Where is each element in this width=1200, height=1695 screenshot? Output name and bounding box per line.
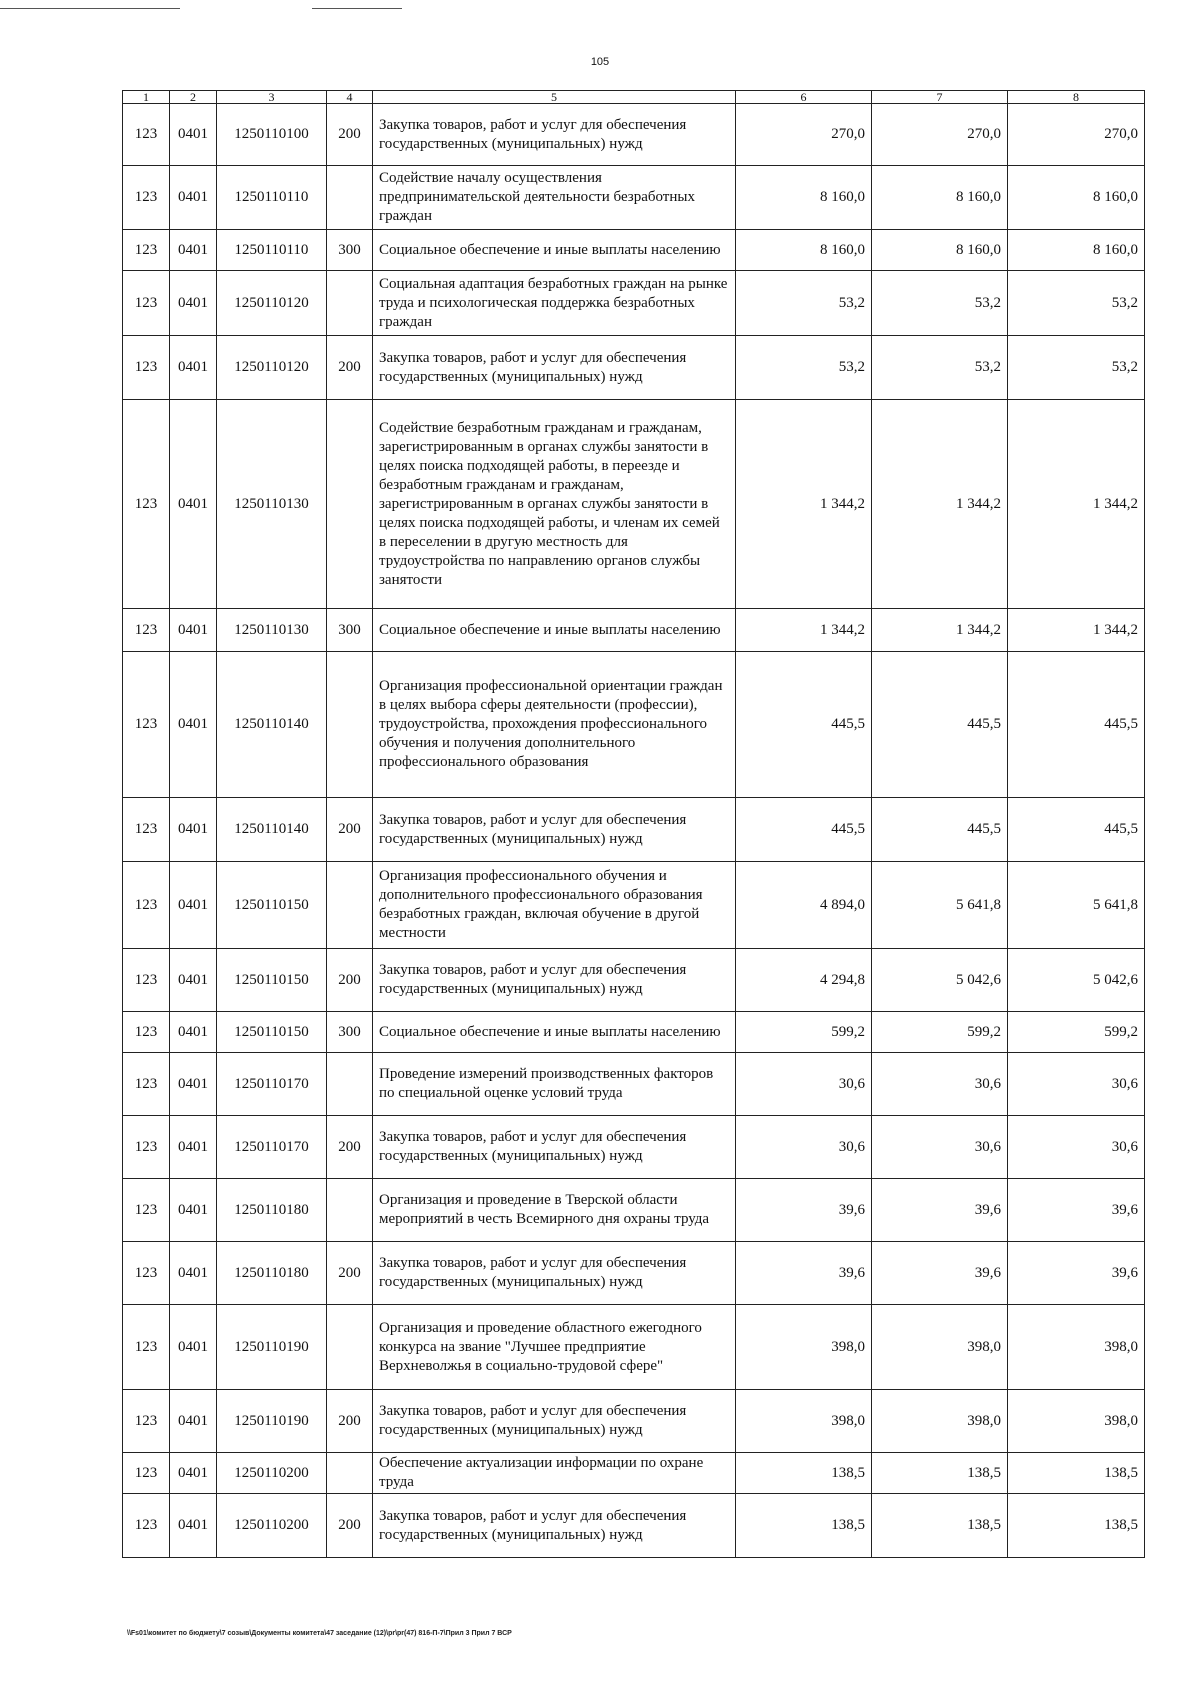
amount-cell-col6: 1 344,2 [736, 609, 872, 652]
table-row [123, 862, 1145, 949]
expense-type-cell [327, 166, 373, 230]
footer-file-path: \\Fs01\комитет по бюджету\7 созыв\Документы комитета\47 заседание (12)\pr\pr(47) 816-П-7\Прил 3 Прил 7 ВСР [127, 1630, 512, 1637]
column-header: 2 [170, 91, 217, 104]
table-row [123, 1242, 1145, 1305]
target-article-cell: 1250110130 [217, 609, 327, 652]
table-row [123, 271, 1145, 336]
section-code-cell: 0401 [170, 1179, 217, 1242]
column-header: 8 [1008, 91, 1145, 104]
expense-type-cell: 200 [327, 104, 373, 166]
expense-type-cell [327, 862, 373, 949]
description-cell: Содействие безработным гражданам и гражданам, зарегистрированным в органах службы занятости в целях поиска подходящей работы, в переезде и безработным гражданам и гражданам, зарегистрированным в органах службы занятости в целях поиска подходящей работы, и членам их семей в переселении в другую местность для трудоустройства по направлению органов службы занятости [373, 400, 736, 609]
admin-code-cell: 123 [123, 1242, 170, 1305]
amount-cell-col6: 138,5 [736, 1453, 872, 1494]
amount-cell-col6: 445,5 [736, 798, 872, 862]
target-article-cell: 1250110180 [217, 1179, 327, 1242]
target-article-cell: 1250110140 [217, 798, 327, 862]
expense-type-cell [327, 1453, 373, 1494]
target-article-cell: 1250110120 [217, 271, 327, 336]
scan-artifact-line [0, 8, 180, 9]
admin-code-cell: 123 [123, 798, 170, 862]
amount-cell-col8: 39,6 [1008, 1242, 1145, 1305]
target-article-cell: 1250110130 [217, 400, 327, 609]
table-row [123, 166, 1145, 230]
admin-code-cell: 123 [123, 400, 170, 609]
amount-cell-col8: 8 160,0 [1008, 166, 1145, 230]
target-article-cell: 1250110190 [217, 1305, 327, 1390]
description-cell: Содействие началу осуществления предпринимательской деятельности безработных граждан [373, 166, 736, 230]
section-code-cell: 0401 [170, 400, 217, 609]
amount-cell-col7: 30,6 [872, 1053, 1008, 1116]
description-cell: Организация и проведение областного ежегодного конкурса на звание "Лучшее предприятие Верхневолжья в социально-трудовой сфере" [373, 1305, 736, 1390]
table-row [123, 1012, 1145, 1053]
table-row [123, 609, 1145, 652]
target-article-cell: 1250110170 [217, 1116, 327, 1179]
amount-cell-col6: 4 894,0 [736, 862, 872, 949]
amount-cell-col7: 8 160,0 [872, 230, 1008, 271]
table-row [123, 1453, 1145, 1494]
target-article-cell: 1250110200 [217, 1494, 327, 1558]
amount-cell-col7: 30,6 [872, 1116, 1008, 1179]
column-header: 7 [872, 91, 1008, 104]
amount-cell-col7: 5 042,6 [872, 949, 1008, 1012]
amount-cell-col7: 39,6 [872, 1242, 1008, 1305]
amount-cell-col8: 599,2 [1008, 1012, 1145, 1053]
scan-artifact-line [312, 8, 402, 9]
target-article-cell: 1250110120 [217, 336, 327, 400]
amount-cell-col7: 53,2 [872, 271, 1008, 336]
amount-cell-col6: 39,6 [736, 1242, 872, 1305]
amount-cell-col7: 445,5 [872, 652, 1008, 798]
admin-code-cell: 123 [123, 1305, 170, 1390]
section-code-cell: 0401 [170, 1242, 217, 1305]
amount-cell-col7: 1 344,2 [872, 400, 1008, 609]
admin-code-cell: 123 [123, 166, 170, 230]
target-article-cell: 1250110110 [217, 166, 327, 230]
amount-cell-col6: 270,0 [736, 104, 872, 166]
description-cell: Закупка товаров, работ и услуг для обеспечения государственных (муниципальных) нужд [373, 798, 736, 862]
description-cell: Социальное обеспечение и иные выплаты населению [373, 230, 736, 271]
section-code-cell: 0401 [170, 798, 217, 862]
admin-code-cell: 123 [123, 1179, 170, 1242]
column-header: 5 [373, 91, 736, 104]
expense-type-cell [327, 652, 373, 798]
description-cell: Обеспечение актуализации информации по охране труда [373, 1453, 736, 1494]
amount-cell-col8: 5 641,8 [1008, 862, 1145, 949]
description-cell: Закупка товаров, работ и услуг для обеспечения государственных (муниципальных) нужд [373, 1116, 736, 1179]
table-row [123, 1494, 1145, 1558]
amount-cell-col7: 39,6 [872, 1179, 1008, 1242]
column-number-row [123, 91, 1145, 104]
section-code-cell: 0401 [170, 104, 217, 166]
description-cell: Закупка товаров, работ и услуг для обеспечения государственных (муниципальных) нужд [373, 336, 736, 400]
amount-cell-col7: 138,5 [872, 1494, 1008, 1558]
section-code-cell: 0401 [170, 1053, 217, 1116]
expense-type-cell: 300 [327, 1012, 373, 1053]
description-cell: Закупка товаров, работ и услуг для обеспечения государственных (муниципальных) нужд [373, 104, 736, 166]
table-row [123, 1116, 1145, 1179]
amount-cell-col6: 398,0 [736, 1390, 872, 1453]
amount-cell-col8: 39,6 [1008, 1179, 1145, 1242]
description-cell: Проведение измерений производственных факторов по специальной оценке условий труда [373, 1053, 736, 1116]
amount-cell-col6: 138,5 [736, 1494, 872, 1558]
target-article-cell: 1250110150 [217, 1012, 327, 1053]
amount-cell-col8: 445,5 [1008, 652, 1145, 798]
amount-cell-col7: 398,0 [872, 1305, 1008, 1390]
amount-cell-col8: 1 344,2 [1008, 400, 1145, 609]
section-code-cell: 0401 [170, 271, 217, 336]
admin-code-cell: 123 [123, 1390, 170, 1453]
amount-cell-col7: 138,5 [872, 1453, 1008, 1494]
admin-code-cell: 123 [123, 271, 170, 336]
description-cell: Социальная адаптация безработных граждан на рынке труда и психологическая поддержка безработных граждан [373, 271, 736, 336]
target-article-cell: 1250110100 [217, 104, 327, 166]
amount-cell-col6: 53,2 [736, 271, 872, 336]
amount-cell-col7: 53,2 [872, 336, 1008, 400]
budget-table [122, 90, 1145, 1558]
admin-code-cell: 123 [123, 609, 170, 652]
description-cell: Закупка товаров, работ и услуг для обеспечения государственных (муниципальных) нужд [373, 949, 736, 1012]
table-row [123, 949, 1145, 1012]
amount-cell-col6: 8 160,0 [736, 166, 872, 230]
amount-cell-col8: 1 344,2 [1008, 609, 1145, 652]
table-row [123, 400, 1145, 609]
section-code-cell: 0401 [170, 1116, 217, 1179]
section-code-cell: 0401 [170, 1494, 217, 1558]
amount-cell-col7: 270,0 [872, 104, 1008, 166]
section-code-cell: 0401 [170, 652, 217, 798]
page-number: 105 [590, 56, 610, 68]
target-article-cell: 1250110150 [217, 862, 327, 949]
amount-cell-col8: 53,2 [1008, 271, 1145, 336]
column-header: 6 [736, 91, 872, 104]
amount-cell-col8: 398,0 [1008, 1305, 1145, 1390]
amount-cell-col7: 599,2 [872, 1012, 1008, 1053]
section-code-cell: 0401 [170, 336, 217, 400]
amount-cell-col6: 53,2 [736, 336, 872, 400]
amount-cell-col6: 8 160,0 [736, 230, 872, 271]
amount-cell-col8: 30,6 [1008, 1116, 1145, 1179]
amount-cell-col8: 5 042,6 [1008, 949, 1145, 1012]
description-cell: Закупка товаров, работ и услуг для обеспечения государственных (муниципальных) нужд [373, 1390, 736, 1453]
description-cell: Организация профессионального обучения и дополнительного профессионального образования безработных граждан, включая обучение в другой местности [373, 862, 736, 949]
expense-type-cell: 200 [327, 798, 373, 862]
target-article-cell: 1250110190 [217, 1390, 327, 1453]
section-code-cell: 0401 [170, 1305, 217, 1390]
table-row [123, 1179, 1145, 1242]
amount-cell-col6: 30,6 [736, 1116, 872, 1179]
amount-cell-col8: 138,5 [1008, 1453, 1145, 1494]
admin-code-cell: 123 [123, 230, 170, 271]
expense-type-cell: 200 [327, 1390, 373, 1453]
admin-code-cell: 123 [123, 1494, 170, 1558]
column-header: 3 [217, 91, 327, 104]
admin-code-cell: 123 [123, 1012, 170, 1053]
description-cell: Организация и проведение в Тверской области мероприятий в честь Всемирного дня охраны труда [373, 1179, 736, 1242]
amount-cell-col6: 445,5 [736, 652, 872, 798]
table-row [123, 1053, 1145, 1116]
amount-cell-col8: 445,5 [1008, 798, 1145, 862]
expense-type-cell: 300 [327, 230, 373, 271]
admin-code-cell: 123 [123, 336, 170, 400]
expense-type-cell [327, 400, 373, 609]
amount-cell-col6: 30,6 [736, 1053, 872, 1116]
description-cell: Социальное обеспечение и иные выплаты населению [373, 609, 736, 652]
amount-cell-col8: 53,2 [1008, 336, 1145, 400]
target-article-cell: 1250110140 [217, 652, 327, 798]
expense-type-cell: 200 [327, 336, 373, 400]
expense-type-cell: 200 [327, 949, 373, 1012]
expense-type-cell [327, 271, 373, 336]
admin-code-cell: 123 [123, 1453, 170, 1494]
section-code-cell: 0401 [170, 1012, 217, 1053]
amount-cell-col7: 1 344,2 [872, 609, 1008, 652]
section-code-cell: 0401 [170, 230, 217, 271]
section-code-cell: 0401 [170, 1453, 217, 1494]
description-cell: Закупка товаров, работ и услуг для обеспечения государственных (муниципальных) нужд [373, 1494, 736, 1558]
amount-cell-col7: 445,5 [872, 798, 1008, 862]
table-row [123, 1390, 1145, 1453]
table-row [123, 652, 1145, 798]
table-row [123, 1305, 1145, 1390]
amount-cell-col8: 398,0 [1008, 1390, 1145, 1453]
expense-type-cell: 200 [327, 1116, 373, 1179]
expense-type-cell [327, 1053, 373, 1116]
admin-code-cell: 123 [123, 949, 170, 1012]
amount-cell-col8: 8 160,0 [1008, 230, 1145, 271]
description-cell: Организация профессиональной ориентации граждан в целях выбора сферы деятельности (профессии), трудоустройства, прохождения профессионального обучения и получения дополнительного профессионального образования [373, 652, 736, 798]
expense-type-cell [327, 1179, 373, 1242]
amount-cell-col6: 599,2 [736, 1012, 872, 1053]
description-cell: Закупка товаров, работ и услуг для обеспечения государственных (муниципальных) нужд [373, 1242, 736, 1305]
amount-cell-col6: 4 294,8 [736, 949, 872, 1012]
amount-cell-col6: 398,0 [736, 1305, 872, 1390]
target-article-cell: 1250110200 [217, 1453, 327, 1494]
admin-code-cell: 123 [123, 862, 170, 949]
target-article-cell: 1250110150 [217, 949, 327, 1012]
column-header: 1 [123, 91, 170, 104]
amount-cell-col8: 30,6 [1008, 1053, 1145, 1116]
column-header: 4 [327, 91, 373, 104]
amount-cell-col8: 138,5 [1008, 1494, 1145, 1558]
target-article-cell: 1250110170 [217, 1053, 327, 1116]
section-code-cell: 0401 [170, 1390, 217, 1453]
amount-cell-col7: 398,0 [872, 1390, 1008, 1453]
table-row [123, 336, 1145, 400]
section-code-cell: 0401 [170, 166, 217, 230]
admin-code-cell: 123 [123, 1116, 170, 1179]
section-code-cell: 0401 [170, 862, 217, 949]
amount-cell-col8: 270,0 [1008, 104, 1145, 166]
admin-code-cell: 123 [123, 104, 170, 166]
amount-cell-col7: 5 641,8 [872, 862, 1008, 949]
table-row [123, 230, 1145, 271]
expense-type-cell: 300 [327, 609, 373, 652]
amount-cell-col7: 8 160,0 [872, 166, 1008, 230]
admin-code-cell: 123 [123, 652, 170, 798]
table-row [123, 104, 1145, 166]
expense-type-cell [327, 1305, 373, 1390]
amount-cell-col6: 1 344,2 [736, 400, 872, 609]
expense-type-cell: 200 [327, 1242, 373, 1305]
section-code-cell: 0401 [170, 949, 217, 1012]
target-article-cell: 1250110180 [217, 1242, 327, 1305]
target-article-cell: 1250110110 [217, 230, 327, 271]
description-cell: Социальное обеспечение и иные выплаты населению [373, 1012, 736, 1053]
table-row [123, 798, 1145, 862]
admin-code-cell: 123 [123, 1053, 170, 1116]
expense-type-cell: 200 [327, 1494, 373, 1558]
amount-cell-col6: 39,6 [736, 1179, 872, 1242]
section-code-cell: 0401 [170, 609, 217, 652]
